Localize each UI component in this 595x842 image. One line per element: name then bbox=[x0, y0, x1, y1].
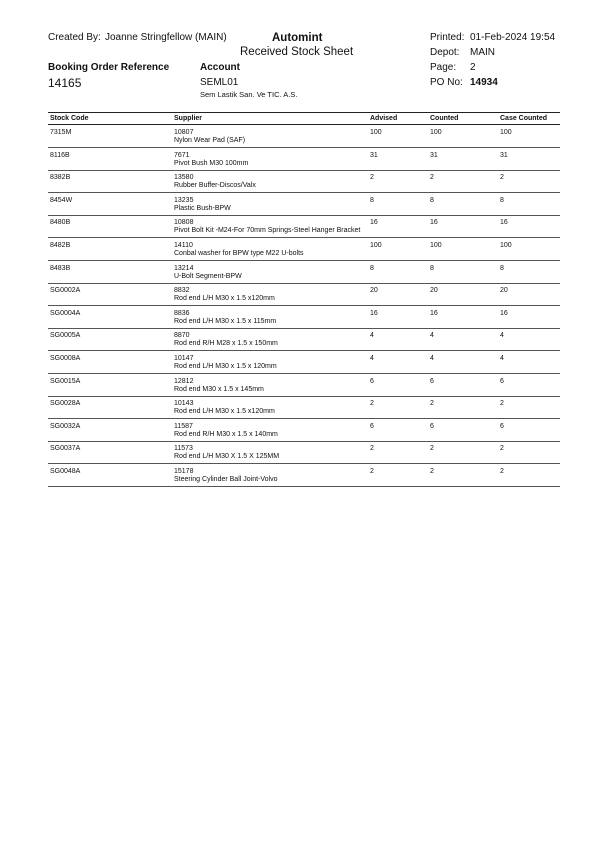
cell-stock-code: 8116B bbox=[50, 151, 70, 159]
po-value: 14934 bbox=[470, 77, 498, 88]
cell-stock-code: 8382B bbox=[50, 174, 71, 182]
cell-supplier-code: 8870 bbox=[174, 332, 190, 340]
cell-description: Rod end M30 x 1.5 x 145mm bbox=[174, 385, 264, 393]
row-divider bbox=[48, 305, 560, 306]
cell-counted: 16 bbox=[430, 309, 438, 317]
column-header-counted: Counted bbox=[430, 115, 459, 122]
cell-advised: 31 bbox=[370, 151, 378, 159]
cell-counted: 2 bbox=[430, 174, 434, 182]
column-header-case-counted: Case Counted bbox=[500, 115, 548, 122]
cell-description: Rod end R/H M28 x 1.5 x 150mm bbox=[174, 340, 278, 348]
depot-label: Depot: bbox=[430, 47, 460, 58]
row-divider bbox=[48, 147, 560, 148]
po-label: PO No: bbox=[430, 77, 463, 88]
cell-case-counted: 31 bbox=[500, 151, 508, 159]
cell-stock-code: SG0028A bbox=[50, 400, 81, 408]
cell-stock-code: 7315M bbox=[50, 129, 72, 136]
row-divider bbox=[48, 237, 560, 238]
row-divider bbox=[48, 396, 560, 397]
row-divider bbox=[48, 463, 560, 464]
column-header-stock-code: Stock Code bbox=[50, 115, 89, 122]
row-divider bbox=[48, 215, 560, 216]
cell-stock-code: 8483B bbox=[50, 264, 71, 272]
cell-supplier-code: 13235 bbox=[174, 196, 194, 204]
account-name: Sem Lastik San. Ve TIC. A.S. bbox=[200, 90, 298, 99]
cell-description: Rod end L/H M30 x 1.5 x120mm bbox=[174, 295, 275, 303]
cell-stock-code: SG0015A bbox=[50, 377, 81, 385]
cell-supplier-code: 12812 bbox=[174, 377, 194, 385]
cell-stock-code: SG0005A bbox=[50, 332, 81, 340]
row-divider bbox=[48, 373, 560, 374]
account-label: Account bbox=[200, 62, 240, 73]
cell-description: Rod end R/H M30 x 1.5 x 140mm bbox=[174, 430, 278, 438]
cell-advised: 16 bbox=[370, 309, 378, 317]
cell-supplier-code: 11587 bbox=[174, 422, 193, 430]
table-top-rule bbox=[48, 112, 560, 113]
cell-case-counted: 16 bbox=[500, 309, 508, 317]
cell-supplier-code: 13580 bbox=[174, 174, 194, 182]
cell-advised: 4 bbox=[370, 332, 374, 340]
cell-counted: 16 bbox=[430, 219, 438, 227]
cell-description: Pivot Bush M30 100mm bbox=[174, 159, 249, 167]
cell-counted: 8 bbox=[430, 196, 434, 204]
cell-stock-code: SG0037A bbox=[50, 445, 81, 453]
cell-description: Nylon Wear Pad (SAF) bbox=[174, 137, 246, 144]
cell-supplier-code: 8832 bbox=[174, 287, 190, 295]
cell-counted: 2 bbox=[430, 400, 434, 408]
printed-value: 01-Feb-2024 19:54 bbox=[470, 32, 556, 43]
cell-supplier-code: 11573 bbox=[174, 445, 193, 453]
cell-advised: 100 bbox=[370, 129, 382, 136]
cell-advised: 8 bbox=[370, 264, 374, 272]
cell-advised: 100 bbox=[370, 242, 382, 249]
cell-advised: 2 bbox=[370, 174, 374, 182]
cell-stock-code: 8482B bbox=[50, 242, 71, 249]
cell-description: Pivot Bolt Kit -M24-For 70mm Springs-Steel Hanger Bracket bbox=[174, 227, 361, 235]
created-by-value: Joanne Stringfellow (MAIN) bbox=[105, 32, 227, 43]
account-code: SEML01 bbox=[200, 77, 239, 88]
booking-ref-label: Booking Order Reference bbox=[48, 62, 170, 73]
row-divider bbox=[48, 350, 560, 351]
cell-advised: 20 bbox=[370, 287, 378, 295]
cell-supplier-code: 8836 bbox=[174, 309, 190, 317]
cell-advised: 8 bbox=[370, 196, 374, 204]
cell-case-counted: 16 bbox=[500, 219, 508, 227]
cell-supplier-code: 10808 bbox=[174, 219, 194, 227]
cell-stock-code: SG0008A bbox=[50, 355, 81, 362]
cell-advised: 2 bbox=[370, 445, 374, 453]
cell-case-counted: 2 bbox=[500, 468, 504, 475]
cell-advised: 2 bbox=[370, 400, 374, 408]
row-divider bbox=[48, 486, 560, 487]
row-divider bbox=[48, 192, 560, 193]
row-divider bbox=[48, 260, 560, 261]
cell-description: Plastic Bush-BPW bbox=[174, 204, 231, 212]
row-divider bbox=[48, 170, 560, 171]
cell-description: U-Bolt Segment-BPW bbox=[174, 272, 242, 280]
cell-counted: 20 bbox=[430, 287, 438, 295]
cell-counted: 100 bbox=[430, 242, 442, 249]
cell-stock-code: SG0032A bbox=[50, 422, 81, 430]
column-header-supplier: Supplier bbox=[174, 115, 203, 122]
cell-description: Conbal washer for BPW type M22 U-bolts bbox=[174, 250, 304, 257]
cell-case-counted: 20 bbox=[500, 287, 508, 295]
cell-description: Steering Cylinder Ball Joint-Volvo bbox=[174, 476, 278, 483]
cell-counted: 6 bbox=[430, 422, 434, 430]
cell-description: Rubber Buffer-Discos/Valx bbox=[174, 182, 256, 190]
cell-advised: 16 bbox=[370, 219, 378, 227]
cell-case-counted: 4 bbox=[500, 355, 504, 362]
cell-counted: 8 bbox=[430, 264, 434, 272]
cell-stock-code: SG0048A bbox=[50, 468, 81, 475]
cell-advised: 6 bbox=[370, 422, 374, 430]
cell-stock-code: SG0004A bbox=[50, 309, 81, 317]
cell-description: Rod end L/H M30 x 1.5 x 120mm bbox=[174, 363, 277, 370]
cell-counted: 4 bbox=[430, 355, 434, 362]
cell-case-counted: 2 bbox=[500, 174, 504, 182]
cell-description: Rod end L/H M30 X 1.5 X 125MM bbox=[174, 453, 280, 461]
cell-counted: 2 bbox=[430, 468, 434, 475]
cell-supplier-code: 14110 bbox=[174, 242, 193, 249]
created-by-label: Created By: bbox=[48, 32, 101, 43]
cell-case-counted: 8 bbox=[500, 264, 504, 272]
cell-case-counted: 4 bbox=[500, 332, 504, 340]
cell-counted: 6 bbox=[430, 377, 434, 385]
column-header-advised: Advised bbox=[370, 115, 398, 122]
cell-description: Rod end L/H M30 x 1.5 x120mm bbox=[174, 408, 275, 416]
cell-supplier-code: 13214 bbox=[174, 264, 194, 272]
cell-stock-code: 8454W bbox=[50, 196, 73, 204]
cell-case-counted: 2 bbox=[500, 445, 504, 453]
cell-stock-code: 8480B bbox=[50, 219, 71, 227]
cell-supplier-code: 10807 bbox=[174, 129, 194, 136]
cell-case-counted: 8 bbox=[500, 196, 504, 204]
row-divider bbox=[48, 283, 560, 284]
table-header-rule bbox=[48, 124, 560, 125]
page-number: 2 bbox=[470, 62, 476, 73]
cell-description: Rod end L/H M30 x 1.5 x 115mm bbox=[174, 317, 277, 325]
company-name: Automint bbox=[272, 32, 323, 44]
row-divider bbox=[48, 441, 560, 442]
cell-stock-code: SG0002A bbox=[50, 287, 81, 295]
row-divider bbox=[48, 328, 560, 329]
cell-case-counted: 6 bbox=[500, 422, 504, 430]
cell-advised: 4 bbox=[370, 355, 374, 362]
row-divider bbox=[48, 418, 560, 419]
cell-counted: 100 bbox=[430, 129, 442, 136]
cell-supplier-code: 10143 bbox=[174, 400, 194, 408]
cell-case-counted: 2 bbox=[500, 400, 504, 408]
depot-value: MAIN bbox=[470, 47, 495, 58]
page-label: Page: bbox=[430, 62, 457, 73]
cell-supplier-code: 15178 bbox=[174, 468, 194, 475]
cell-case-counted: 6 bbox=[500, 377, 504, 385]
booking-ref-value: 14165 bbox=[48, 76, 82, 90]
cell-advised: 2 bbox=[370, 468, 374, 475]
cell-counted: 31 bbox=[430, 151, 438, 159]
cell-counted: 4 bbox=[430, 332, 434, 340]
cell-advised: 6 bbox=[370, 377, 374, 385]
cell-case-counted: 100 bbox=[500, 242, 512, 249]
cell-supplier-code: 10147 bbox=[174, 355, 194, 362]
printed-label: Printed: bbox=[430, 32, 465, 43]
cell-supplier-code: 7671 bbox=[174, 151, 190, 159]
cell-case-counted: 100 bbox=[500, 129, 512, 136]
sheet-title: Received Stock Sheet bbox=[240, 46, 354, 58]
cell-counted: 2 bbox=[430, 445, 434, 453]
